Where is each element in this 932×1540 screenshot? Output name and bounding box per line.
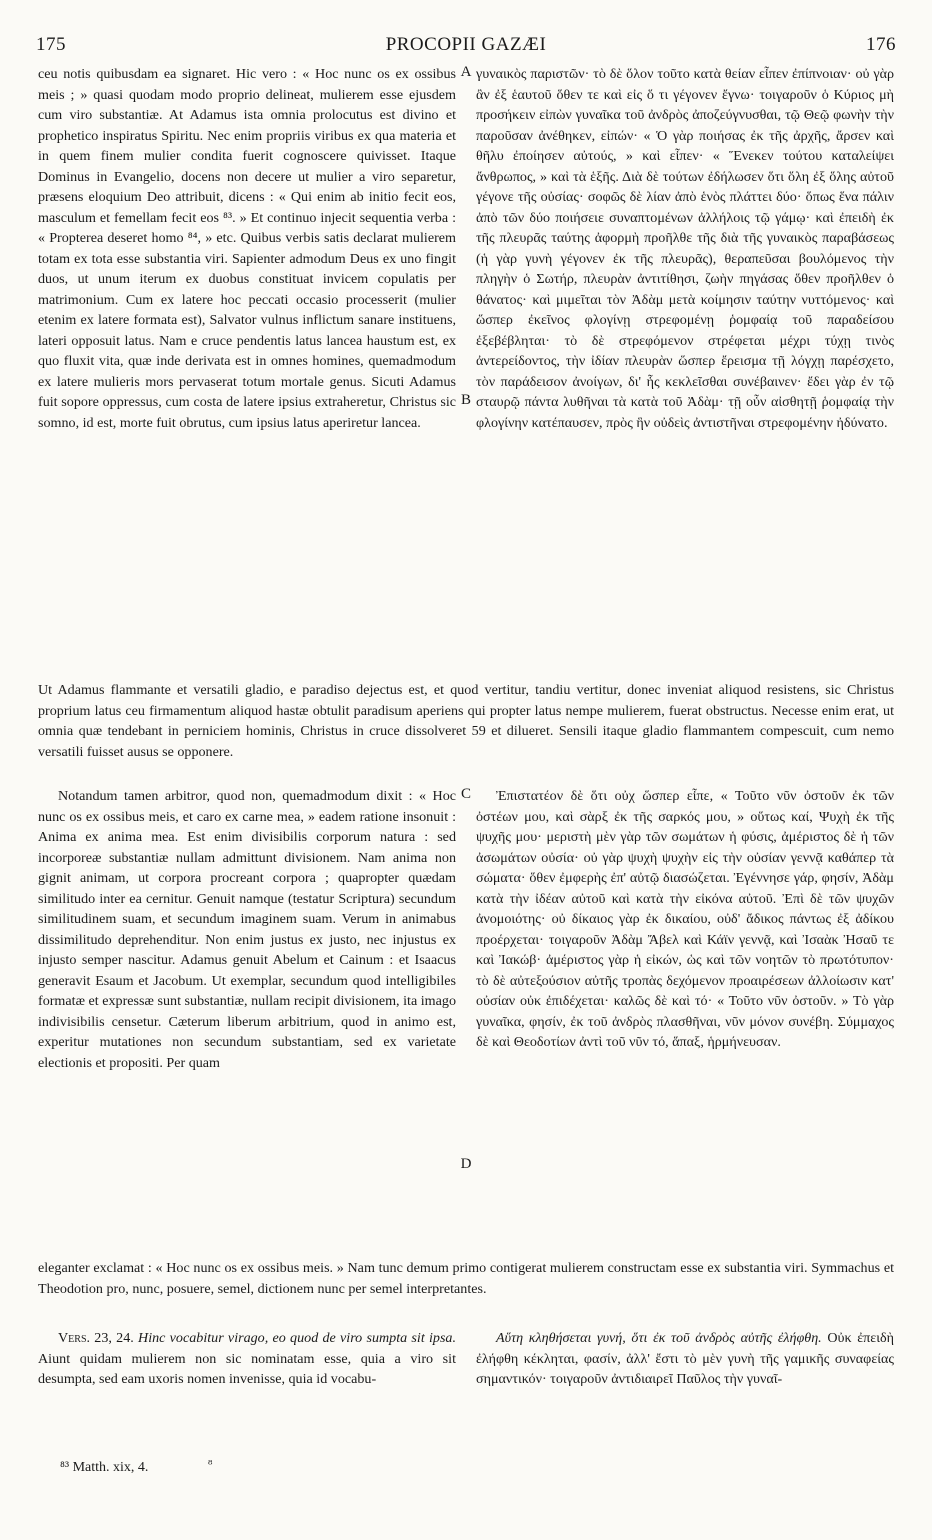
running-title: PROCOPII GAZÆI — [385, 34, 547, 55]
page-number-right: 176 — [866, 34, 896, 55]
greek-paragraph-1: γυναικὸς παριστῶν· τὸ δὲ ὅλον τοῦτο κατὰ θείαν εἶπεν ἐπίπνοιαν· οὐ γὰρ ἂν ἐξ ἑαυτοῦ ὅθεν τε καὶ εἰς ὅ τι γέγονεν ἔγνω· τοιγαροῦν ὁ Κύριος μὴ προσήκειν εἰπὼν γυναῖκα τοῦ ἀνδρὸς ἀποζεύγνυσθαι, τῷ Θεῷ φωνὴν τὴν παροῦσαν ἀνέθηκεν, εἰπών· « Ὁ γὰρ ποιήσας ἐκ τῆς ἀρχῆς, ἄρσεν καὶ θῆλυ ἐποίησεν αὐτούς, » καὶ εἶπεν· « Ἕνεκεν τούτου καταλείψει ἄνθρωπος, » καὶ τὰ ἑξῆς. Διὰ δὲ τούτων ἐδήλωσεν ὅτι ὅλη ἐξ ὅλης αὐτοῦ γέγονε τῆς οὐσίας· σοφῶς δὲ λίαν ἀπὸ ἑνὸς πλάττει δύο· ὅπως ἕνα πάλιν ἀπὸ τῶν δύο ποιήσειε συναπτομένων ἀλλήλοις τῷ γάμῳ· καὶ ἐπειδὴ ἐκ τῆς πλευρᾶς ταύτης ἀφορμὴ προῆλθε τῆς διὰ τῆς γυναικὸς παραβάσεως (ἡ γὰρ γυνὴ γέγονεν ἐκ τῆς πλευρᾶς), θεραπεῦσαι βουλόμενος τὴν πληγὴν ὁ Σωτήρ, πλευρὰν ἀντιτίθησι, ζωὴν πηγάσας ὅθεν προῆλθεν ὁ θάνατος· καὶ μιμεῖται τὸν Ἀδὰμ μετὰ κοίμησιν ταύτην νυττόμενος· καὶ ὥσπερ ἐκεῖνος φλογίνῃ στρεφομένῃ ῥομφαίᾳ τοῦ παραδείσου ἐξεβέβληται· τὸ δὲ στρεφόμενον στρέφεται μέχρι τύχῃ τινὸς ἀντερείδοντος, τὴν ἰδίαν πλευρὰν ὥσπερ ἔρεισμα τῇ λόγχῃ παρέσχετο, τὸν παράδεισον ἀνοίγων, δι' ἧς κεκλεῖσθαι συνέβαινεν· ἔδει γὰρ ἐν τῷ σταυρῷ πάντα λυθῆναι τὰ κατὰ τοῦ Ἀδὰμ· τῇ οὖν αἰσθητῇ ῥομφαίᾳ τὴν φλογίνην κατέπαυσεν, πρὸς ἣν οὐδεὶς ἀντιστῆναι στρεφομένην ἠδύνατο. — [476, 66, 894, 431]
full-paragraph-1-text: Ut Adamus flammante et versatili gladio, e paradiso dejectus est, et quod vertitur, tandiu vertitur, donec inveniat aliquod resistens, sic Christus proprium latus ceu firmamentum aliquod hastæ obtulit paradisum aperiens qui propter latus nempe mulierem, fuerat obstructus. Necesse enim erat, ut omnia quæ tendebant in perniciem hominis, Christus in cruce dissolveret 59 et dilueret. Sensili itaque gladio flammantem compescuit, cum nemo versatili fuisset ausus se opponere. — [38, 682, 894, 760]
marker-b: B — [460, 392, 471, 408]
latin-paragraph-3 — [38, 1328, 456, 1390]
latin-column-1 — [38, 64, 456, 433]
latin-column-2 — [38, 786, 456, 1073]
footnote-mark: ⁸ — [208, 1458, 213, 1471]
greek-paragraph-2: Ἐπιστατέον δὲ ὅτι οὐχ ὥσπερ εἶπε, « Τοῦτο νῦν ὀστοῦν ἐκ τῶν ὀστέων μου, καὶ σὰρξ ἐκ τῆς σαρκός μου, » οὕτως καί, Ψυχὴ ἐκ τῆς ψυχῆς μου· μεριστὴ μὲν γὰρ τῶν σωμάτων ἡ φύσις, ἀμέριστος δὲ ἡ τῶν ἀσωμάτων οὐσία· οὐ γὰρ ψυχὴ ψυχὴν εἰς τὴν οὐσίαν γεννᾷ καθάπερ τὰ σώματα· ὅθεν ἐμφερὴς ἐπ' αὐτῷ διασώζεται. Ἐγέννησε γάρ, φησίν, Ἀδὰμ κατὰ τὴν ἰδέαν αὐτοῦ καὶ κατὰ τὴν εἰκόνα αὐτοῦ. Ἐπὶ δὲ τῶν ψυχῶν ἀνομοιότης· οὐ δίκαιος γὰρ ἐκ δικαίου, οὐδ' ἄδικος πάντως ἐξ ἀδίκου προέρχεται· τοιγαροῦν Ἀδὰμ Ἄβελ καὶ Κάϊν γεννᾷ, καὶ Ἰσαὰκ Ἠσαῦ τε καὶ Ἰακώβ· ἀμέριστος γὰρ ἡ εἰκών, ὡς καὶ τῶν νοητῶν τὸ πρωτότυπον· τὸ δὲ αὐτεξούσιον αὐτῆς τροπὰς δεχόμενον προαιρέσεων ἀλλοίωσιν κατ' οὐσίαν οὐκ ἐπιδέχεται· καλῶς δὲ καὶ τό· « Τοῦτο νῦν ὀστοῦν. » Τὸ γὰρ γυναῖκα, φησίν, ἐκ τοῦ ἀνδρὸς πλασθῆναι, νῦν μόνον συνέβη. Σύμμαχος δὲ καὶ Θεοδοτίων ἀντὶ τοῦ νῦν τό, ἅπαξ, ἡρμήνευσαν. — [476, 788, 894, 1050]
lemma-latin: Hinc vocabitur virago, eo quod de viro sumpta sit ipsa. — [138, 1330, 457, 1346]
greek-column-1 — [476, 64, 894, 433]
page-number-left: 175 — [36, 34, 66, 55]
full-width-paragraph-1 — [38, 680, 894, 762]
greek-column-2 — [476, 786, 894, 1053]
marker-d: D — [460, 1156, 472, 1172]
running-header — [36, 34, 896, 62]
greek-column-3 — [476, 1328, 894, 1390]
full-paragraph-2-text: eleganter exclamat : « Hoc nunc os ex ossibus meis. » Nam tunc demum primo contigerat mulierem constructam esse ex substantia viri. Symmachus et Theodotion pro, nunc, posuere, semel, dictionem nunc per semel interpretantes. — [38, 1260, 894, 1297]
marker-c: C — [460, 786, 471, 802]
marker-a: A — [460, 64, 472, 80]
full-width-paragraph-2 — [38, 1258, 894, 1299]
footnote: ⁸³ Matth. xix, 4. — [60, 1460, 149, 1475]
latin-paragraph-1: ceu notis quibusdam ea signaret. Hic vero : « Hoc nunc os ex ossibus meis ; » quasi quodam modo proprio delineat, mulierem esse ejusdem cum viro substantiæ. At Adamus ista omnia prolocutus est divino et prophetico inspiratus Spiritu. Nec enim propriis viribus ex qua materia et in quem finem mulier condita fuerit cognoscere quivisset. Itaque Dominus in Evangelio, docens non decere ut mulier a viro separetur, præsens eloquium Deo attribuit, dicens : « Qui enim ab initio fecit eos, masculum et femellam fecit eos ⁸³. » Et continuo injecit sequentia verba : « Propterea deseret homo ⁸⁴, » etc. Quibus verbis satis declarat mulierem totam ex tota esse substantia viri. Sapienter admodum Deus ex uno fingit duos, ut unum iterum ex duobus constituat invicem copulatis per matrimonium. Cum ex latere hoc peccati occasio processerit (mulier etenim ex latere formata est), Salvator vulnus inflictum sanare instituens, lateri opposuit latus. Nam e cruce pendentis latus lancea haustum est, ex quo fluxit vita, quæ inde derivata est in omnes homines, quemadmodum ex latere mulieris mors pervaserat totum mortale genus. Sicuti Adamus fuit sopore oppressus, cum costa de latere ipsius extraheretur, Christus sic somno, id est, morte fuit obrutus, cum ipsius latus aperiretur lancea. — [38, 66, 456, 431]
latin-paragraph-2: Notandum tamen arbitror, quod non, quemadmodum dixit : « Hoc nunc os ex ossibus meis, et caro ex carne mea, » eadem ratione insonuit : Anima ex anima mea. Est enim divisibilis corporum natura : sed incorporeæ substantiæ nullam admittunt divisionem. Nam anima non gignit animam, ut corpora procreant corpora ; quapropter quædam similitudo inter ea cernitur. Genuit namque (testatur Scriptura) secundum similitudinem suam, et secundum imaginem suam. Verum in animabus dissimilitudo deprehenditur. Non enim justus ex justo, nec injustus ex injusto semper nascitur. Adamus genuit Abelum et Cainum : et Isaacus generavit Esaum et Jacobum. Ut exemplar, secundum quod intelligibiles formatæ et expressæ sunt substantiæ, nullam recipit divisionem, ita imago indivisibilis censetur. Cæterum liberum arbitrium, quod in animo est, experitur mutationes non secundum substantiam, sed ex varietate electionis et propositi. Per quam — [38, 788, 456, 1071]
lemma-greek: Αὕτη κληθήσεται γυνή, ὅτι ἐκ τοῦ ἀνδρὸς αὐτῆς ἐλήφθη. — [496, 1330, 822, 1346]
latin-commentary: Aiunt quidam mulierem non sic nominatam esse, quia a viro sit desumpta, sed eam uxoris nomen invenisse, quia id vocabu- — [38, 1350, 456, 1387]
greek-paragraph-3 — [476, 1328, 894, 1390]
verse-label: Vers. 23, 24. — [58, 1330, 134, 1346]
latin-column-3 — [38, 1328, 456, 1390]
greek-commentary: Οὐκ ἐπειδὴ ἐλήφθη κέκληται, φασίν, ἀλλ' ἔστι τὸ μὲν γυνὴ τῆς γαμικῆς συναφείας σημαντικόν· τοιγαροῦν ἀντιδιαιρεῖ Παῦλος τὴν γυναῖ- — [476, 1330, 895, 1387]
